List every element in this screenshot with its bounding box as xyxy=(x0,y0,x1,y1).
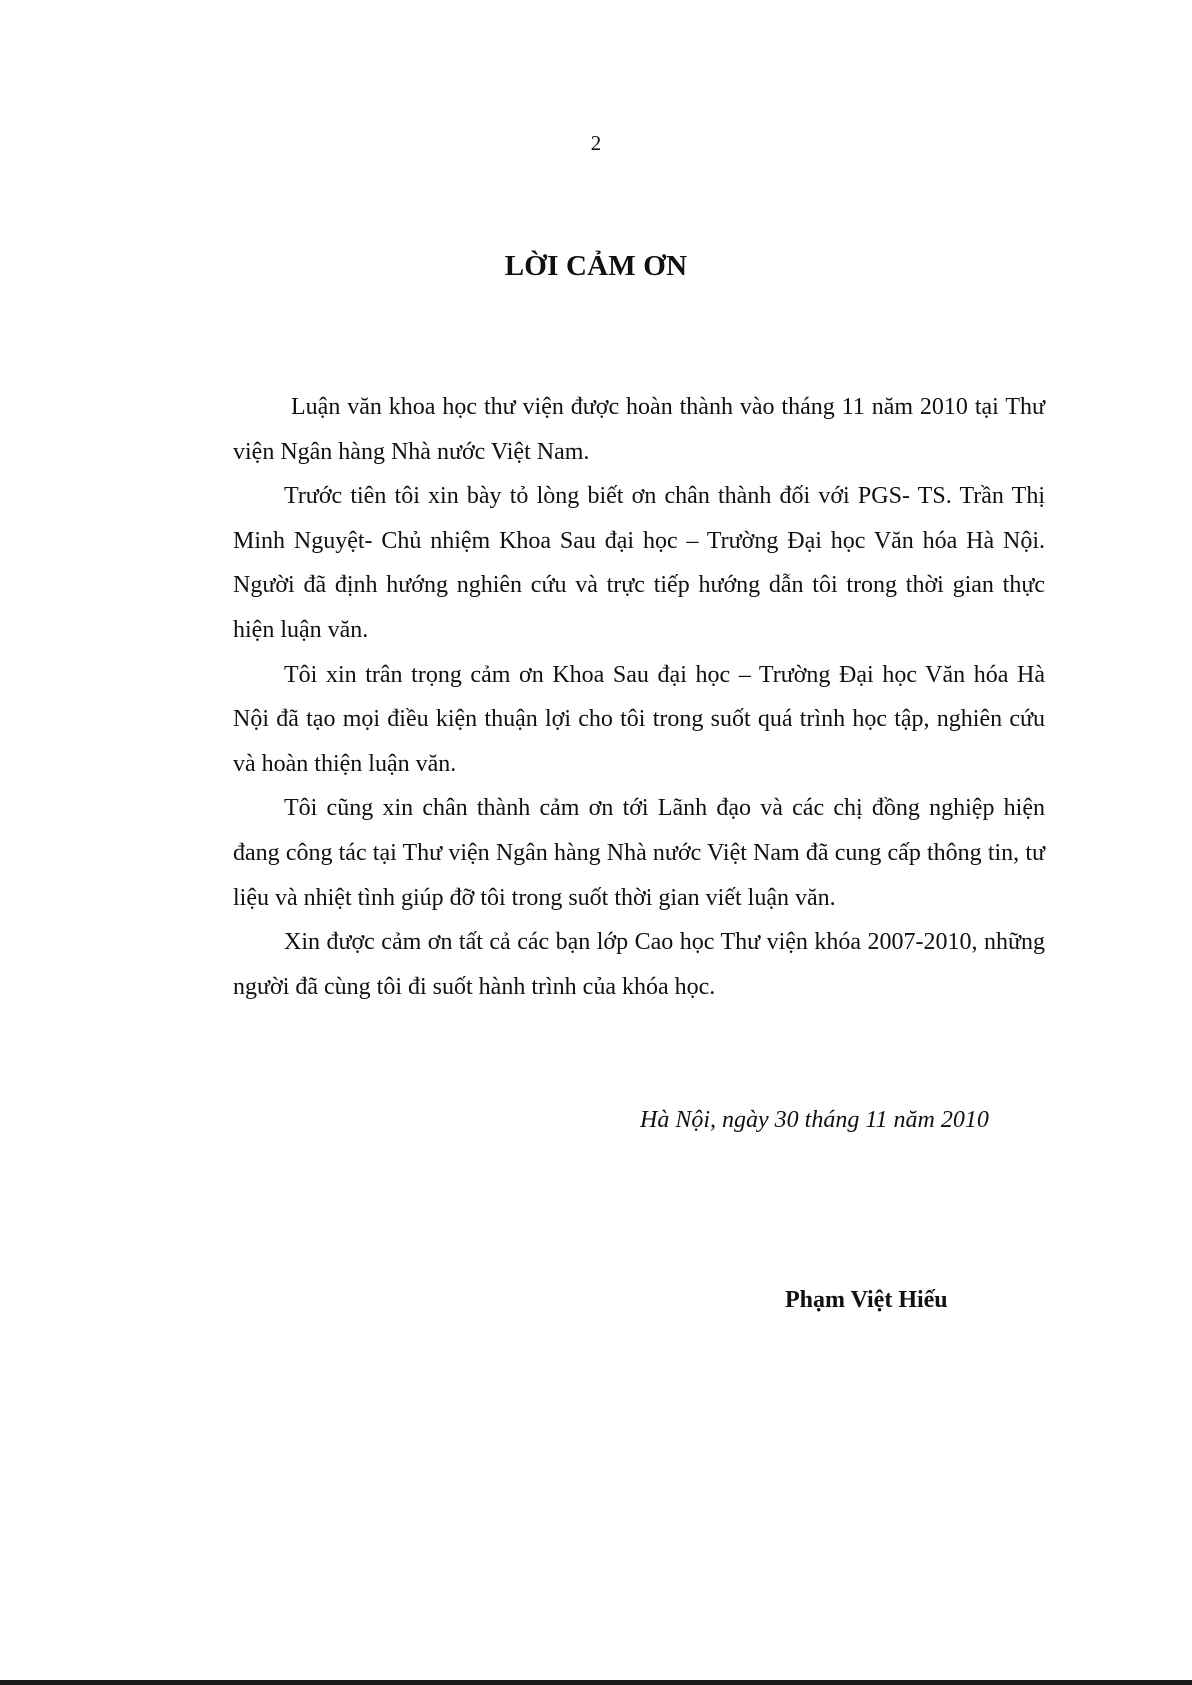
author-signature: Phạm Việt Hiếu xyxy=(785,1287,948,1313)
paragraph-completion: Luận văn khoa học thư viện được hoàn thành vào tháng 11 năm 2010 tại Thư viện Ngân hàng Nhà nước Việt Nam. xyxy=(233,394,1045,465)
paragraph-classmates-thanks: Xin được cảm ơn tất cả các bạn lớp Cao học Thư viện khóa 2007-2010, những người đã cùng tôi đi suốt hành trình của khóa học. xyxy=(233,929,1045,1000)
place-date-line: Hà Nội, ngày 30 tháng 11 năm 2010 xyxy=(640,1107,989,1133)
paragraph-advisor-thanks: Trước tiên tôi xin bày tỏ lòng biết ơn chân thành đối với PGS- TS. Trần Thị Minh Nguyệt- Chủ nhiệm Khoa Sau đại học – Trường Đại học Văn hóa Hà Nội. Người đã định hướng nghiên cứu và trực tiếp hướng dẫn tôi trong thời gian thực hiện luận văn. xyxy=(233,483,1045,643)
acknowledgement-body xyxy=(233,385,1045,1009)
page-bottom-edge xyxy=(0,1680,1192,1685)
page-number: 2 xyxy=(590,131,602,155)
page-title: LỜI CẢM ƠN xyxy=(504,250,688,282)
paragraph-colleagues-thanks: Tôi cũng xin chân thành cảm ơn tới Lãnh đạo và các chị đồng nghiệp hiện đang công tác tại Thư viện Ngân hàng Nhà nước Việt Nam đã cung cấp thông tin, tư liệu và nhiệt tình giúp đỡ tôi trong suốt thời gian viết luận văn. xyxy=(233,795,1045,911)
paragraph-faculty-thanks: Tôi xin trân trọng cảm ơn Khoa Sau đại học – Trường Đại học Văn hóa Hà Nội đã tạo mọi điều kiện thuận lợi cho tôi trong suốt quá trình học tập, nghiên cứu và hoàn thiện luận văn. xyxy=(233,661,1045,777)
